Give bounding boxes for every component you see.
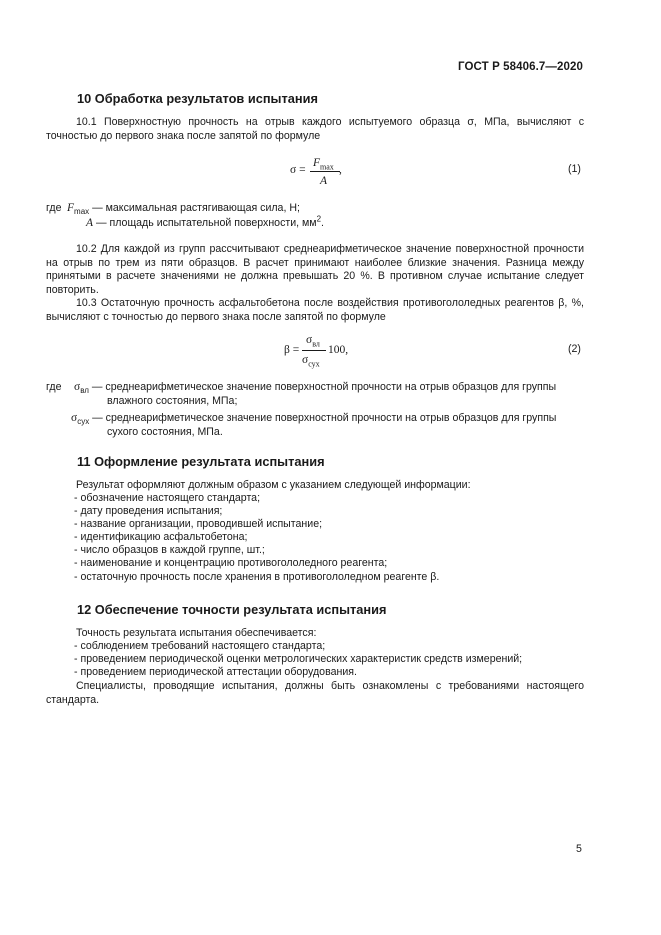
list-item: - соблюдением требований настоящего стандарта;: [74, 640, 326, 652]
formula-1-lhs: σ =: [290, 164, 306, 176]
section-12-closing: Специалисты, проводящие испытания, должны быть ознакомлены с требованиями настоящего стандарта.: [46, 680, 584, 706]
formula-2-fraction-bar: [302, 350, 326, 351]
list-item: - название организации, проводившей испытание;: [74, 518, 323, 531]
where-1-item-1: $F_{max}$ — максимальная растягивающая сила, Н;: [67, 202, 300, 217]
section-10-title: 10 Обработка результатов испытания: [77, 91, 318, 106]
section-12-title: 12 Обеспечение точности результата испытания: [77, 602, 387, 617]
where-2-item-1: $\sigma_{вл}$ — среднеарифметическое значение поверхностной прочности на отрыв образцов для группы: [74, 381, 557, 396]
list-item: - число образцов в каждой группе, шт.;: [74, 544, 265, 557]
where-2-item-2-cont: сухого состояния, МПа.: [107, 426, 223, 438]
section-12-intro: Точность результата испытания обеспечивается:: [76, 627, 317, 639]
formula-2-denominator: $\sigma_{сух}$: [302, 354, 320, 369]
list-item: - обозначение настоящего стандарта;: [74, 492, 261, 504]
list-item: - идентификацию асфальтобетона;: [74, 531, 248, 544]
where-2-item-2: $\sigma_{сух}$ — среднеарифметическое значение поверхностной прочности на отрыв образцов для группы: [71, 412, 557, 427]
formula-2-tail: 100,: [328, 344, 349, 356]
section-12-list: [74, 640, 522, 679]
list-item: - дату проведения испытания;: [74, 505, 223, 518]
formula-2-lhs: β =: [284, 344, 300, 356]
formula-1-numerator: $F_{max}$: [313, 157, 334, 172]
formula-2-numerator: $\sigma_{вл}$: [306, 334, 320, 349]
page-number: 5: [576, 843, 582, 855]
where-2-label: где: [46, 381, 62, 393]
list-item: - наименование и концентрацию противогололедного реагента;: [74, 557, 388, 570]
where-2-item-1-cont: влажного состояния, МПа;: [107, 395, 238, 407]
where-1-label: где: [46, 202, 62, 214]
formula-1-denominator: A: [320, 175, 328, 187]
where-1-item-2: A — площадь испытательной поверхности, $мм^2$.: [86, 214, 324, 229]
standard-designation: ГОСТ Р 58406.7—2020: [458, 61, 583, 73]
formula-1-tail: ,: [339, 164, 342, 176]
formula-2-number: (2): [568, 343, 581, 355]
list-item: - остаточную прочность после хранения в противогололедном реагенте β.: [74, 570, 440, 583]
formula-1-number: (1): [568, 163, 581, 175]
list-item: - проведением периодической оценки метрологических характеристик средств измерений;: [74, 653, 523, 666]
section-11-intro: Результат оформляют должным образом с указанием следующей информации:: [76, 479, 471, 491]
section-11-title: 11 Оформление результата испытания: [77, 454, 325, 469]
formula-1-fraction-bar: [310, 171, 340, 172]
section-11-list: [74, 492, 439, 584]
paragraph-10-1: 10.1 Поверхностную прочность на отрыв каждого испытуемого образца σ, МПа, вычисляют с точностью до первого знака после запятой по формуле: [46, 116, 584, 142]
list-item: - проведением периодической аттестации оборудования.: [74, 666, 357, 679]
paragraph-10-2: 10.2 Для каждой из групп рассчитывают среднеарифметическое значение поверхностной прочности на отрыв по трем из пяти образцов. В расчет принимают наиболее близкие значения. Разница между принятыми в расчете значениями не должна превышать 20 %. В противном случае испытание следует повторить.: [46, 243, 584, 296]
paragraph-10-3: 10.3 Остаточную прочность асфальтобетона после воздействия противогололедных реагентов β, %, вычисляют с точностью до первого знака после запятой по формуле: [46, 297, 584, 323]
